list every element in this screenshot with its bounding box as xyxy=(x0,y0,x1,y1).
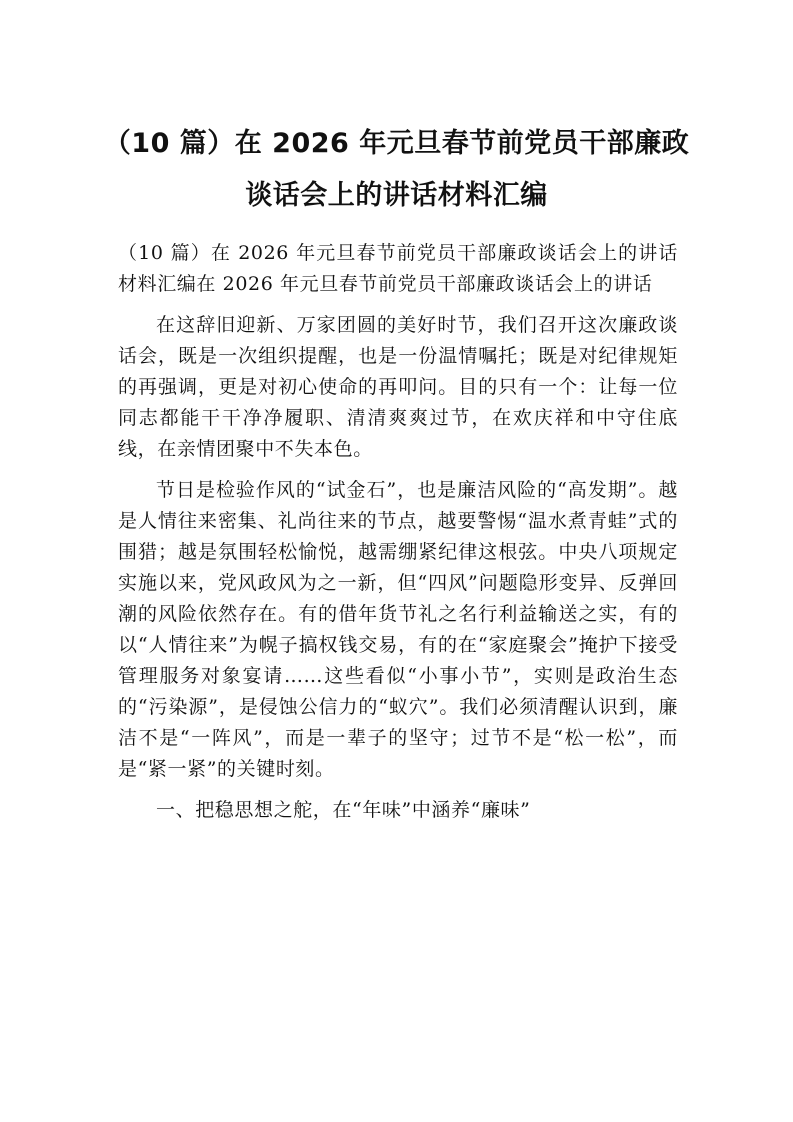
body-paragraph-1: 在这辞旧迎新、万家团圆的美好时节，我们召开这次廉政谈话会，既是一次组织提醒，也是一份温情嘱托；既是对纪律规矩的再强调，更是对初心使命的再叩问。目的只有一个：让每一位同志都能干干净净履职、清清爽爽过节，在欢庆祥和中守住底线，在亲情团聚中不失本色。 xyxy=(118,314,678,460)
body-paragraph-2: 节日是检验作风的“试金石”，也是廉洁风险的“高发期”。越是人情往来密集、礼尚往来的节点，越要警惕“温水煮青蛙”式的围猎；越是氛围轻松愉悦，越需绷紧纪律这根弦。中央八项规定实施以来，党风政风为之一新，但“四风”问题隐形变异、反弹回潮的风险依然存在。有的借年货节礼之名行利益输送之实，有的以“人情往来”为幌子搞权钱交易，有的在“家庭聚会”掩护下接受管理服务对象宴请……这些看似“小事小节”，实则是政治生态的“污染源”，是侵蚀公信力的“蚁穴”。我们必须清醒认识到，廉洁不是“一阵风”，而是一辈子的坚守；过节不是“松一松”，而是“紧一紧”的关键时刻。 xyxy=(118,479,678,780)
document-body xyxy=(118,238,678,826)
document-title: （10 篇）在 2026 年元旦春节前党员干部廉政谈话会上的讲话材料汇编 xyxy=(103,128,690,211)
section-heading: 一、把稳思想之舵，在“年味”中涵养“廉味” xyxy=(156,799,531,821)
intro-paragraph: （10 篇）在 2026 年元旦春节前党员干部廉政谈话会上的讲话材料汇编在 2026 年元旦春节前党员干部廉政谈话会上的讲话 xyxy=(118,242,678,295)
